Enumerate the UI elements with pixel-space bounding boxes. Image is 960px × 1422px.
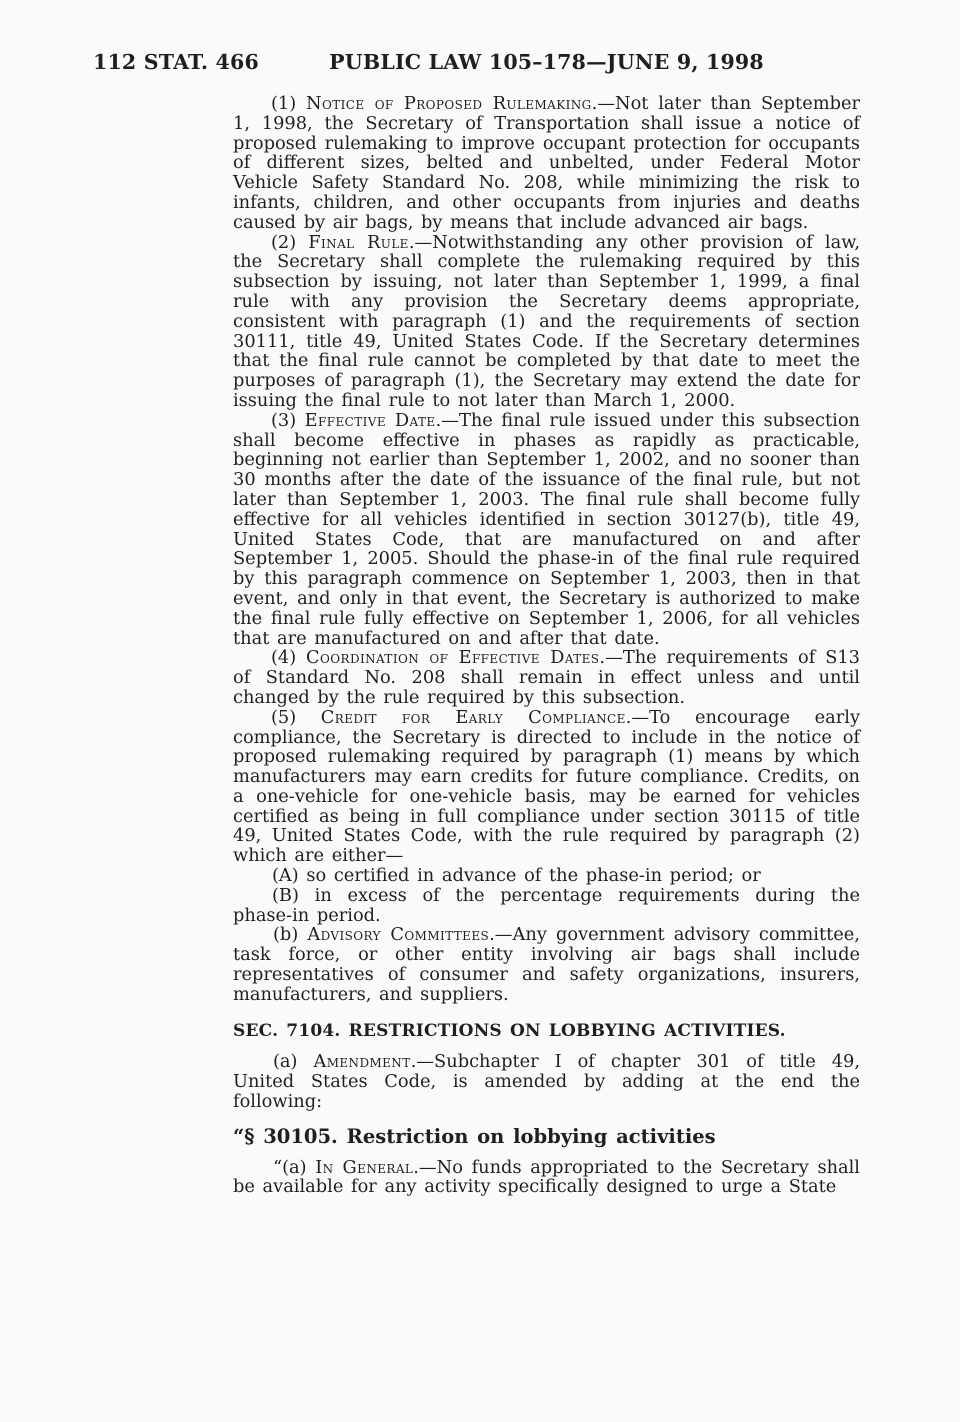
subparagraph-a-certified-in-advance: (A) so certified in advance of the phase-in period; or bbox=[272, 865, 761, 887]
paragraph-5-credit-for-early-compliance bbox=[233, 708, 860, 866]
paragraph-4-heading: Coordination of Effective Dates bbox=[306, 647, 600, 669]
paragraph-3-effective-date bbox=[233, 411, 860, 649]
paragraph-2-final-rule bbox=[233, 233, 860, 411]
paragraph-2-number: (2) bbox=[271, 231, 309, 253]
section-7104-heading: SEC. 7104. RESTRICTIONS ON LOBBYING ACTIVITIES. bbox=[233, 1020, 786, 1041]
quoted-subsection-a-text: .—No funds appropriated to the Secretary shall be available for any activity specifically designed to urge a State bbox=[233, 1156, 860, 1198]
paragraph-3-number: (3) bbox=[271, 409, 305, 431]
subsection-a-text: .—Subchapter I of chapter 301 of title 49, United States Code, is amended by adding at the end the following: bbox=[233, 1051, 860, 1113]
paragraph-1-text: .—Not later than September 1, 1998, the Secretary of Transportation shall issue a notice of proposed rulemaking to improve occupant protection for occupants of different sizes, belted and unbelted, under Federal Motor Vehicle Safety Standard No. 208, while minimizing the risk to infants, children, and other occupants from injuries and deaths caused by air bags, by means that include advanced air bags. bbox=[233, 93, 860, 233]
paragraph-1-number: (1) bbox=[271, 93, 306, 114]
paragraph-5-number: (5) bbox=[271, 706, 321, 728]
paragraph-5-heading: Credit for Early Compliance bbox=[320, 706, 626, 728]
paragraph-3-text: .—The final rule issued under this subsection shall become effective in phases as rapidly as practicable, beginning not earlier than September 1, 2002, and no sooner than 30 months after the date of the issuance of the final rule, but not later than September 1, 2003. The final rule shall become fully effective for all vehicles identified in section 30127(b), title 49, United States Code, that are manufactured on and after September 1, 2005. Should the phase-in of the final rule required by this paragraph commence on September 1, 2003, then in that event, and only in that event, the Secretary is authorized to make the final rule fully effective on September 1, 2006, for all vehicles that are manufactured on and after that date. bbox=[233, 409, 860, 649]
quoted-subsection-a-in-general bbox=[233, 1158, 860, 1198]
paragraph-1-notice-of-proposed-rulemaking bbox=[233, 94, 860, 233]
usc-section-30105-heading: “§ 30105. Restriction on lobbying activities bbox=[233, 1124, 716, 1148]
quoted-subsection-a-heading: In General bbox=[315, 1156, 414, 1178]
subparagraph-b-excess-percentage: (B) in excess of the percentage requirements during the phase-in period. bbox=[233, 884, 860, 926]
paragraph-4-text: .—The requirements of S13 of Standard No. 208 shall remain in effect unless and until changed by the rule required by this subsection. bbox=[233, 647, 860, 708]
subsection-a-number: (a) bbox=[273, 1051, 314, 1073]
paragraph-5-text: .—To encourage early compliance, the Secretary is directed to include in the notice of proposed rulemaking required by paragraph (1) means by which manufacturers may earn credits for future compliance. Credits, on a one-vehicle for one-vehicle basis, may be earned for vehicles certified as being in full compliance under section 30115 of title 49, United States Code, with the rule required by paragraph (2) which are either— bbox=[233, 706, 860, 867]
subsection-b-heading: Advisory Committees bbox=[307, 924, 490, 946]
subsection-b-advisory-committees bbox=[233, 925, 860, 1004]
paragraph-2-text: .—Notwithstanding any other provision of law, the Secretary shall complete the rulemaking required by this subsection by issuing, not later than September 1, 1999, a final rule with any provision the Secretary deems appropriate, consistent with paragraph (1) and the requirements of section 30111, title 49, United States Code. If the Secretary determines that the final rule cannot be completed by that date to meet the purposes of paragraph (1), the Secretary may extend the date for issuing the final rule to not later than March 1, 2000. bbox=[233, 231, 860, 411]
stat-page-number: 112 STAT. 466 bbox=[93, 50, 259, 74]
quoted-subsection-a-number: “(a) bbox=[273, 1156, 316, 1178]
subsection-a-amendment bbox=[233, 1052, 860, 1111]
subsection-a-heading: Amendment bbox=[313, 1051, 411, 1073]
running-head-law-title: PUBLIC LAW 105–178—JUNE 9, 1998 bbox=[329, 50, 764, 74]
body-text-block bbox=[233, 94, 860, 1197]
paragraph-2-heading: Final Rule bbox=[308, 231, 409, 253]
paragraph-4-coordination-of-effective-dates bbox=[233, 648, 860, 707]
subsection-b-text: .—Any government advisory committee, task force, or other entity involving air bags shall include representatives of consumer and safety organizations, insurers, manufacturers, and suppliers. bbox=[233, 924, 860, 1005]
paragraph-1-heading: Notice of Proposed Rulemaking bbox=[306, 93, 592, 114]
subsection-b-number: (b) bbox=[273, 924, 308, 946]
paragraph-3-heading: Effective Date bbox=[304, 409, 436, 431]
paragraph-4-number: (4) bbox=[271, 647, 307, 669]
page-header bbox=[0, 50, 960, 76]
